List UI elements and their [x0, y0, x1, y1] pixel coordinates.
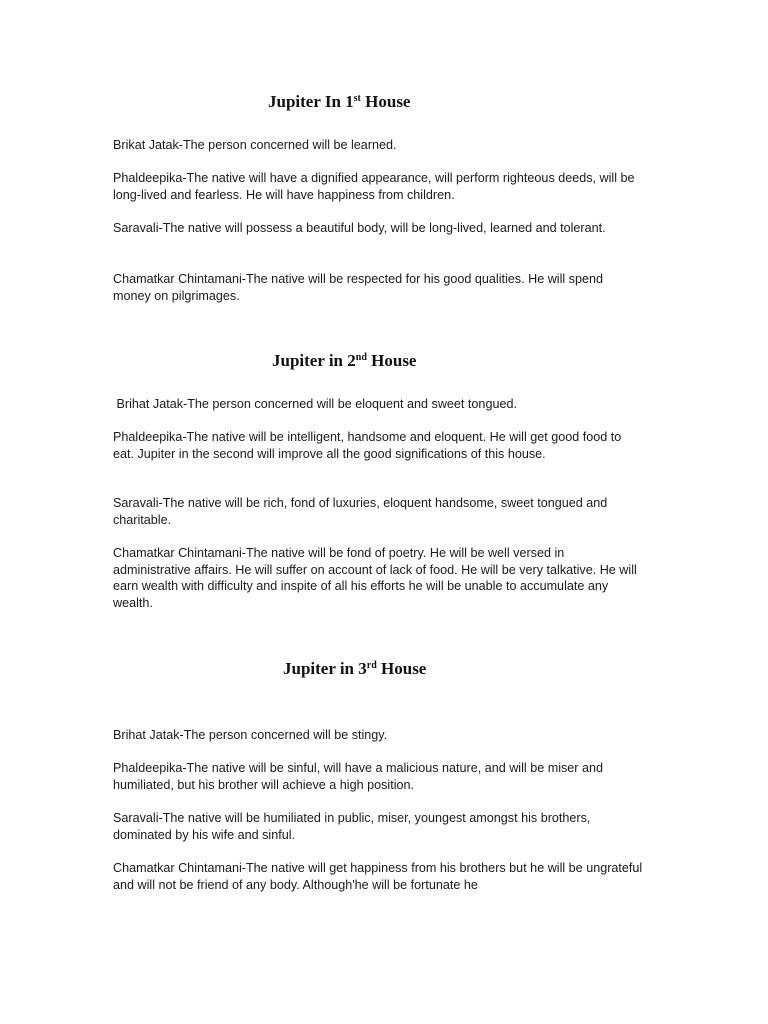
paragraph-phaldeepika-house-3: Phaldeepika-The native will be sinful, will have a malicious nature, and will be miser and humiliated, but his brother will achieve a high position. — [113, 761, 604, 792]
section-heading-house-2 — [272, 351, 416, 371]
paragraph-saravali-house-2: Saravali-The native will be rich, fond of luxuries, eloquent handsome, sweet tongued and charitable. — [113, 496, 608, 527]
heading-prefix: Jupiter In 1 — [268, 92, 354, 111]
heading-prefix: Jupiter in 3 — [283, 659, 367, 678]
heading-ordinal-suffix: st — [353, 93, 361, 104]
heading-ordinal-suffix: nd — [355, 352, 367, 363]
paragraph-chamatkar-house-2: Chamatkar Chintamani-The native will be fond of poetry. He will be well versed in administrative affairs. He will suffer on account of lack of food. He will be very talkative. He will earn wealth with difficulty and inspite of all his efforts he will be unable to accumulate any wealth. — [113, 546, 637, 610]
paragraph-chamatkar-house-3: Chamatkar Chintamani-The native will get happiness from his brothers but he will be ungrateful and will not be friend of any body. Although'he will be fortunate he — [113, 861, 643, 892]
heading-suffix: House — [360, 92, 411, 111]
section-heading-house-1 — [268, 92, 410, 112]
heading-suffix: House — [376, 659, 427, 678]
paragraph-brihat-jatak-house-2: Brihat Jatak-The person concerned will be eloquent and sweet tongued. — [113, 397, 517, 411]
heading-suffix: House — [366, 351, 417, 370]
section-heading-house-3 — [283, 659, 426, 679]
heading-ordinal-suffix: rd — [366, 660, 377, 671]
paragraph-brihat-jatak-house-3: Brihat Jatak-The person concerned will be stingy. — [113, 728, 388, 742]
paragraph-chamatkar-house-1: Chamatkar Chintamani-The native will be respected for his good qualities. He will spend money on pilgrimages. — [113, 272, 604, 303]
paragraph-phaldeepika-house-2: Phaldeepika-The native will be intelligent, handsome and eloquent. He will get good food to eat. Jupiter in the second will improve all the good significations of this house. — [113, 430, 622, 461]
paragraph-saravali-house-1: Saravali-The native will possess a beautiful body, will be long-lived, learned and tolerant. — [113, 221, 606, 235]
paragraph-phaldeepika-house-1: Phaldeepika-The native will have a dignified appearance, will perform righteous deeds, will be long-lived and fearless. He will have happiness from children. — [113, 171, 635, 202]
heading-prefix: Jupiter in 2 — [272, 351, 356, 370]
paragraph-saravali-house-3: Saravali-The native will be humiliated in public, miser, youngest amongst his brothers, dominated by his wife and sinful. — [113, 811, 591, 842]
paragraph-brikat-jatak-house-1: Brikat Jatak-The person concerned will be learned. — [113, 138, 397, 152]
